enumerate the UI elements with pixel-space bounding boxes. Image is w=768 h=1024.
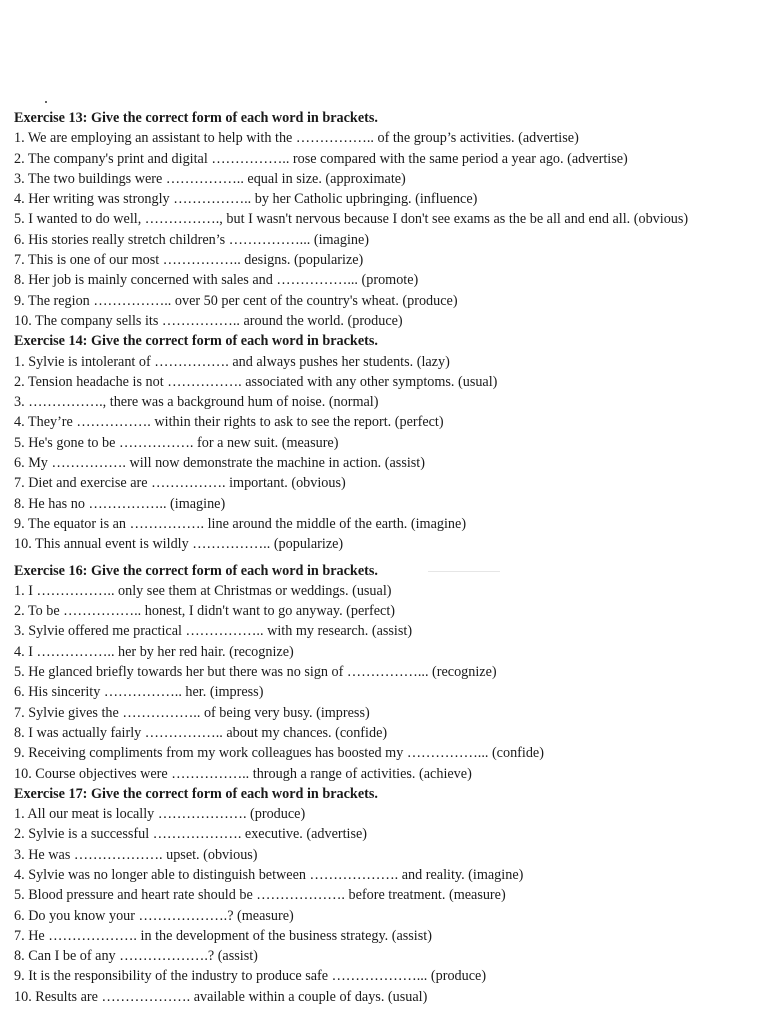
exercise-item: 8. He has no …………….. (imagine) xyxy=(14,495,226,512)
exercise-item: 4. I …………….. her by her red hair. (recognize) xyxy=(14,643,294,660)
exercise-heading: Exercise 14: Give the correct form of each word in brackets. xyxy=(14,333,378,350)
exercise-heading: Exercise 17: Give the correct form of each word in brackets. xyxy=(14,785,378,802)
exercise-item: 7. Diet and exercise are ……………. important. (obvious) xyxy=(14,475,346,492)
exercise-document xyxy=(14,108,764,1007)
exercise-item: 7. This is one of our most …………….. designs. (popularize) xyxy=(14,252,364,269)
exercise-item: 5. Blood pressure and heart rate should be ………………. before treatment. (measure) xyxy=(14,887,506,904)
exercise-16 xyxy=(14,561,764,784)
exercise-item: 8. Can I be of any ……………….? (assist) xyxy=(14,948,258,965)
exercise-item: 9. The equator is an ……………. line around the middle of the earth. (imagine) xyxy=(14,515,467,532)
exercise-14 xyxy=(14,331,764,554)
exercise-item: 1. All our meat is locally ………………. (produce) xyxy=(14,806,306,823)
exercise-item: 10. The company sells its …………….. around the world. (produce) xyxy=(14,312,403,329)
exercise-item: 2. To be …………….. honest, I didn't want to go anyway. (perfect) xyxy=(14,603,395,620)
exercise-item: 5. He glanced briefly towards her but there was no sign of ……………... (recognize) xyxy=(14,664,497,681)
exercise-item: 9. The region …………….. over 50 per cent of the country's wheat. (produce) xyxy=(14,292,458,309)
exercise-item: 10. Results are ………………. available within a couple of days. (usual) xyxy=(14,988,428,1005)
exercise-item: 10. This annual event is wildly …………….. (popularize) xyxy=(14,536,344,553)
exercise-heading: Exercise 13: Give the correct form of each word in brackets. xyxy=(14,110,378,126)
exercise-item: 3. ……………., there was a background hum of noise. (normal) xyxy=(14,394,379,411)
exercise-item: 5. He's gone to be ……………. for a new suit. (measure) xyxy=(14,434,339,451)
exercise-item: 2. The company's print and digital …………….. rose compared with the same period a year ago. (advertise) xyxy=(14,150,628,167)
exercise-item: 9. Receiving compliments from my work colleagues has boosted my ……………... (confide) xyxy=(14,745,544,762)
exercise-13 xyxy=(14,108,764,331)
exercise-item: 5. I wanted to do well, ……………., but I wasn't nervous because I don't see exams as the be all and end all. (obvious) xyxy=(14,211,689,228)
exercise-item: 6. His stories really stretch children’s ……………... (imagine) xyxy=(14,231,370,248)
exercise-item: 6. My ……………. will now demonstrate the machine in action. (assist) xyxy=(14,455,425,472)
exercise-item: 1. Sylvie is intolerant of ……………. and always pushes her students. (lazy) xyxy=(14,353,450,370)
stray-dot-mark xyxy=(45,101,47,103)
exercise-17 xyxy=(14,784,764,1007)
exercise-item: 1. We are employing an assistant to help with the …………….. of the group’s activities. (advertise) xyxy=(14,130,579,147)
exercise-item: 4. Her writing was strongly …………….. by her Catholic upbringing. (influence) xyxy=(14,191,478,208)
exercise-item: 8. I was actually fairly …………….. about my chances. (confide) xyxy=(14,724,388,741)
exercise-item: 9. It is the responsibility of the industry to produce safe ………………... (produce) xyxy=(14,968,487,985)
exercise-item: 6. His sincerity …………….. her. (impress) xyxy=(14,684,264,701)
exercise-item: 4. Sylvie was no longer able to distinguish between ………………. and reality. (imagine) xyxy=(14,866,524,883)
exercise-item: 3. He was ………………. upset. (obvious) xyxy=(14,846,258,863)
exercise-item: 2. Sylvie is a successful ………………. executive. (advertise) xyxy=(14,826,368,843)
exercise-item: 4. They’re ……………. within their rights to ask to see the report. (perfect) xyxy=(14,414,444,431)
exercise-item: 7. Sylvie gives the …………….. of being very busy. (impress) xyxy=(14,704,370,721)
exercise-item: 6. Do you know your ……………….? (measure) xyxy=(14,907,294,924)
exercise-item: 3. Sylvie offered me practical …………….. with my research. (assist) xyxy=(14,623,413,640)
exercise-item: 3. The two buildings were …………….. equal in size. (approximate) xyxy=(14,170,406,187)
exercise-item: 2. Tension headache is not ……………. associated with any other symptoms. (usual) xyxy=(14,373,498,390)
exercise-item: 8. Her job is mainly concerned with sales and ……………... (promote) xyxy=(14,272,419,289)
exercise-item: 10. Course objectives were …………….. through a range of activities. (achieve) xyxy=(14,765,472,782)
exercise-item: 1. I …………….. only see them at Christmas or weddings. (usual) xyxy=(14,582,392,599)
exercise-item: 7. He ………………. in the development of the business strategy. (assist) xyxy=(14,927,432,944)
exercise-heading: Exercise 16: Give the correct form of each word in brackets. xyxy=(14,562,378,579)
